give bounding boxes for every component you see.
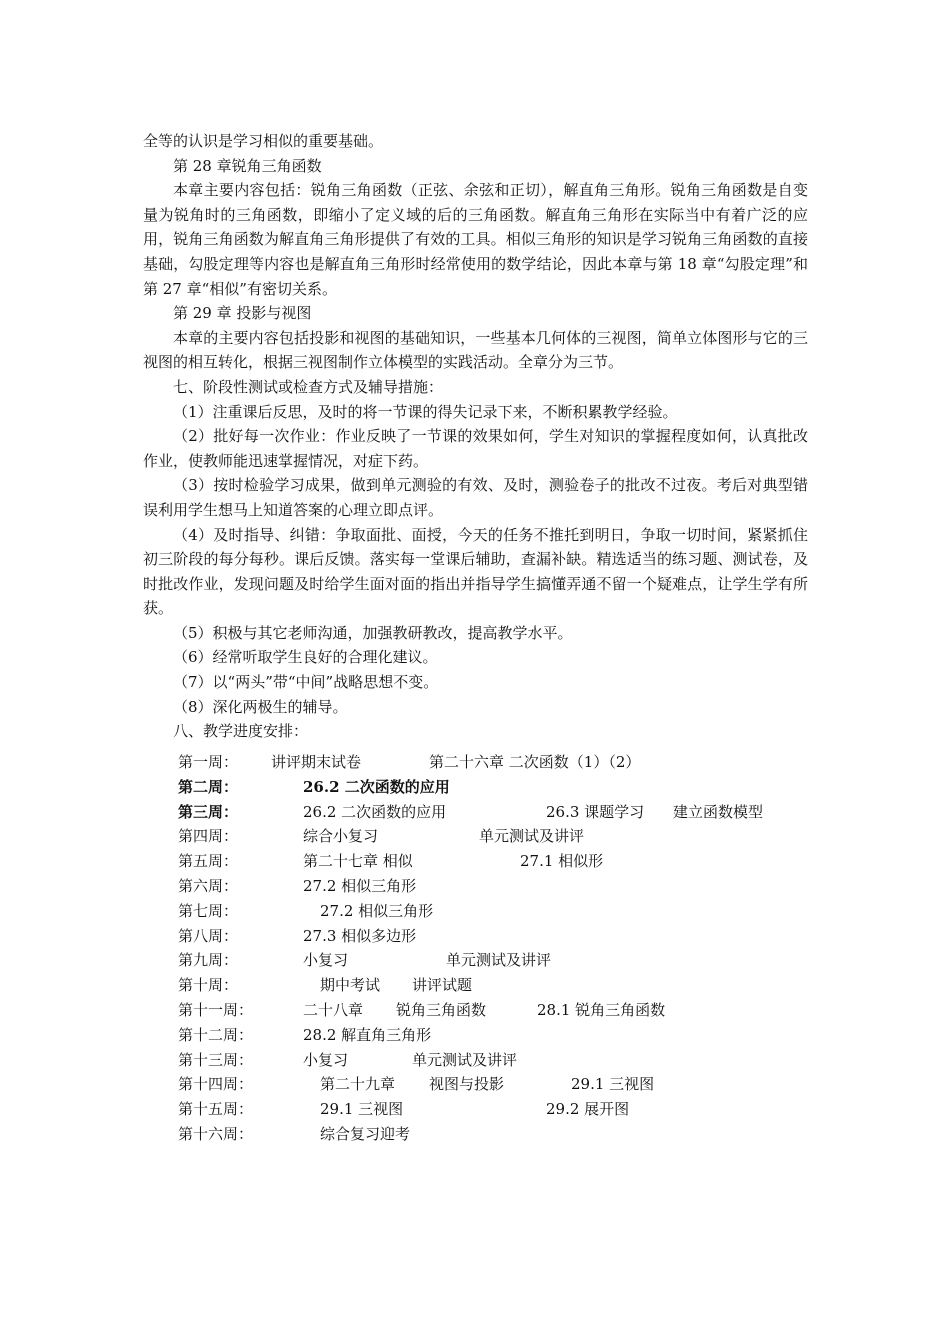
chapter-heading-28: 第 28 章锐角三角函数 xyxy=(173,156,322,175)
week-content: 26.2 二次函数的应用 xyxy=(303,802,447,821)
schedule-row xyxy=(178,1023,818,1048)
week-content: 小复习 xyxy=(303,1050,349,1069)
list-item: （7）以“两头”带“中间”战略思想不变。 xyxy=(173,673,439,692)
week-label: 第二周： xyxy=(178,777,239,796)
week-content: 29.1 三视图 xyxy=(320,1100,404,1119)
section-heading-7: 七、阶段性测试或检查方式及辅导措施： xyxy=(173,377,444,396)
schedule-row xyxy=(178,998,818,1023)
week-content: 讲评期末试卷 xyxy=(271,753,362,771)
schedule-row xyxy=(178,1072,818,1097)
week-content: 期中考试 xyxy=(320,976,381,995)
week-content: 单元测试及讲评 xyxy=(412,1050,518,1069)
week-label: 第十二周： xyxy=(178,1025,254,1044)
week-content: 二十八章 xyxy=(303,1000,364,1019)
schedule-row xyxy=(178,1097,818,1122)
week-label: 第十三周： xyxy=(178,1050,254,1069)
week-content: 第二十六章 二次函数（1）（2） xyxy=(429,753,641,771)
week-content: 建立函数模型 xyxy=(673,802,764,821)
schedule-row xyxy=(178,973,818,998)
schedule-row xyxy=(178,1122,818,1147)
section-heading-8: 八、教学进度安排： xyxy=(173,722,309,741)
week-label: 第一周： xyxy=(178,753,239,771)
week-content: 28.1 锐角三角函数 xyxy=(537,1000,666,1019)
list-item: （6）经常听取学生良好的合理化建议。 xyxy=(173,648,438,667)
week-label: 第十五周： xyxy=(178,1100,254,1119)
paragraph: 本章主要内容包括：锐角三角函数（正弦、余弦和正切），解直角三角形。锐角三角函数是自变量为锐角时的三角函数，即缩小了定义域的后的三角函数。解直角三角形在实际当中有着广泛的应用，锐角三角函数为解直角三角形提供了有效的工具。相似三角形的知识是学习锐角三角函数的直接基础，勾股定理等内容也是解直角三角形时经常使用的数学结论，因此本章与第 18 章“勾股定理”和第 27 章“相似”有密切关系。 xyxy=(143,181,808,298)
week-content: 锐角三角函数 xyxy=(396,1000,487,1019)
teaching-schedule xyxy=(178,750,818,1147)
paragraph: 本章的主要内容包括投影和视图的基础知识，一些基本几何体的三视图，简单立体图形与它的三视图的相互转化，根据三视图制作立体模型的实践活动。全章分为三节。 xyxy=(143,328,808,372)
schedule-row xyxy=(178,924,818,949)
list-item: （8）深化两极生的辅导。 xyxy=(173,697,348,716)
week-label: 第三周： xyxy=(178,802,239,821)
list-item: （2）批好每一次作业：作业反映了一节课的效果如何，学生对知识的掌握程度如何，认真批改作业，使教师能迅速掌握情况，对症下药。 xyxy=(143,427,808,470)
week-label: 第八周： xyxy=(178,926,239,945)
week-label: 第五周： xyxy=(178,852,239,871)
schedule-row xyxy=(178,824,818,849)
week-content: 讲评试题 xyxy=(412,976,473,995)
list-item: （3）按时检验学习成果，做到单元测验的有效、及时，测验卷子的批改不过夜。考后对典型错误利用学生想马上知道答案的心理立即点评。 xyxy=(143,476,808,519)
week-content: 综合小复习 xyxy=(303,827,379,846)
list-item: （4）及时指导、纠错：争取面批、面授，今天的任务不推托到明日，争取一切时间，紧紧抓住初三阶段的每分每秒。课后反馈。落实每一堂课后辅助，查漏补缺。精选适当的练习题、测试卷，及时批改作业，发现问题及时给学生面对面的指出并指导学生搞懂弄通不留一个疑难点，让学生学有所获。 xyxy=(143,525,808,618)
paragraph: 全等的认识是学习相似的重要基础。 xyxy=(143,132,384,150)
week-content: 综合复习迎考 xyxy=(320,1124,411,1143)
week-content: 视图与投影 xyxy=(429,1075,505,1094)
week-label: 第十一周： xyxy=(178,1000,254,1019)
chapter-heading-29: 第 29 章 投影与视图 xyxy=(173,304,312,323)
schedule-row xyxy=(178,849,818,874)
list-item: （5）积极与其它老师沟通，加强教研教改，提高教学水平。 xyxy=(173,623,573,642)
schedule-row xyxy=(178,750,818,775)
schedule-row xyxy=(178,899,818,924)
schedule-row xyxy=(178,775,818,800)
week-content: 27.3 相似多边形 xyxy=(303,926,417,945)
list-item: （1）注重课后反思，及时的将一节课的得失记录下来，不断积累教学经验。 xyxy=(173,402,678,421)
week-label: 第七周： xyxy=(178,901,239,920)
week-content: 小复习 xyxy=(303,951,349,970)
week-content: 26.2 二次函数的应用 xyxy=(303,777,450,796)
week-label: 第六周： xyxy=(178,876,239,895)
schedule-row xyxy=(178,800,818,825)
week-content: 27.2 相似三角形 xyxy=(320,901,434,920)
week-content: 29.2 展开图 xyxy=(546,1100,630,1119)
schedule-row xyxy=(178,948,818,973)
week-content: 27.2 相似三角形 xyxy=(303,876,417,895)
week-label: 第十周： xyxy=(178,976,239,995)
week-content: 单元测试及讲评 xyxy=(479,827,585,846)
week-content: 第二十九章 xyxy=(320,1075,396,1094)
week-label: 第十四周： xyxy=(178,1075,254,1094)
week-content: 27.1 相似形 xyxy=(520,852,604,871)
week-label: 第九周： xyxy=(178,951,239,970)
week-content: 单元测试及讲评 xyxy=(446,951,552,970)
schedule-row xyxy=(178,874,818,899)
week-content: 29.1 三视图 xyxy=(571,1075,655,1094)
week-content: 26.3 课题学习 xyxy=(546,802,645,821)
week-label: 第十六周： xyxy=(178,1124,254,1143)
week-content: 第二十七章 相似 xyxy=(303,852,413,871)
document-body xyxy=(143,129,808,744)
week-content: 28.2 解直角三角形 xyxy=(303,1025,432,1044)
week-label: 第四周： xyxy=(178,827,239,846)
schedule-row xyxy=(178,1048,818,1073)
